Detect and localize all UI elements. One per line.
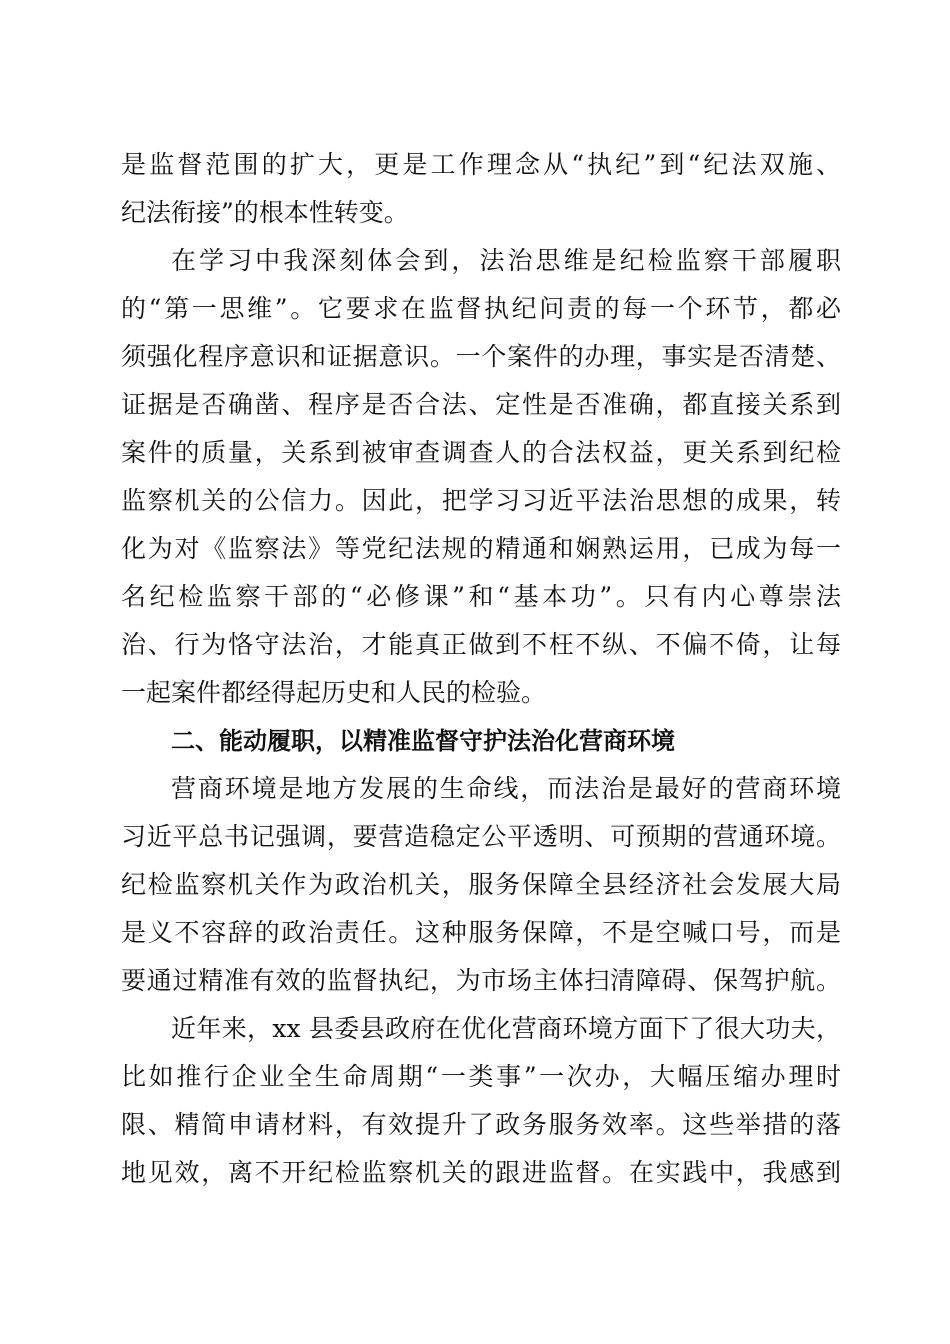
section-heading: 二、能动履职，以精准监督守护法治化营商环境 bbox=[171, 727, 675, 755]
paragraph-2-line-10: 一起案件都经得起历史和人民的检验。 bbox=[121, 678, 547, 707]
paragraph-2-line-8: 名纪检监察干部的“必修课”和“基本功”。只有内心尊崇法 bbox=[121, 582, 841, 611]
paragraph-3-line-5: 要通过精准有效的监督执纪，为市场主体扫清障碍、保驾护航。 bbox=[121, 966, 841, 995]
paragraph-2-line-7: 化为对《监察法》等党纪法规的精通和娴熟运用，已成为每一 bbox=[121, 534, 841, 563]
paragraph-2-line-6: 监察机关的公信力。因此，把学习习近平法治思想的成果，转 bbox=[121, 486, 841, 515]
paragraph-3-line-3: 纪检监察机关作为政治机关，服务保障全县经济社会发展大局 bbox=[121, 870, 841, 899]
paragraph-3-line-2: 习近平总书记强调，要营造稳定公平透明、可预期的营通环境。 bbox=[121, 822, 841, 851]
paragraph-3-line-4: 是义不容辞的政治责任。这种服务保障，不是空喊口号，而是 bbox=[121, 918, 841, 947]
paragraph-4-line-3: 限、精简申请材料，有效提升了政务服务效率。这些举措的落 bbox=[121, 1110, 841, 1139]
paragraph-2-line-4: 证据是否确凿、程序是否合法、定性是否准确，都直接关系到 bbox=[121, 390, 841, 419]
paragraph-2-line-1: 在学习中我深刻体会到，法治思维是纪检监察干部履职 bbox=[171, 246, 841, 275]
paragraph-2-line-3: 须强化程序意识和证据意识。一个案件的办理，事实是否清楚、 bbox=[121, 342, 841, 371]
paragraph-1-line-2: 纪法衔接”的根本性转变。 bbox=[121, 198, 409, 227]
paragraph-1-line-1: 是监督范围的扩大，更是工作理念从“执纪”到“纪法双施、 bbox=[121, 150, 841, 179]
paragraph-4-line-1: 近年来，xx 县委县政府在优化营商环境方面下了很大功夫， bbox=[171, 1014, 841, 1043]
paragraph-2-line-5: 案件的质量，关系到被审查调查人的合法权益，更关系到纪检 bbox=[121, 438, 841, 467]
paragraph-2-line-9: 治、行为恪守法治，才能真正做到不枉不纵、不偏不倚，让每 bbox=[121, 630, 841, 659]
paragraph-2-line-2: 的“第一思维”。它要求在监督执纪问责的每一个环节，都必 bbox=[121, 294, 841, 323]
paragraph-4-line-4: 地见效，离不开纪检监察机关的跟进监督。在实践中，我感到 bbox=[121, 1158, 841, 1187]
paragraph-4-line-2: 比如推行企业全生命周期“一类事”一次办，大幅压缩办理时 bbox=[121, 1062, 841, 1091]
paragraph-3-line-1: 营商环境是地方发展的生命线，而法治是最好的营商环境 bbox=[171, 774, 841, 803]
